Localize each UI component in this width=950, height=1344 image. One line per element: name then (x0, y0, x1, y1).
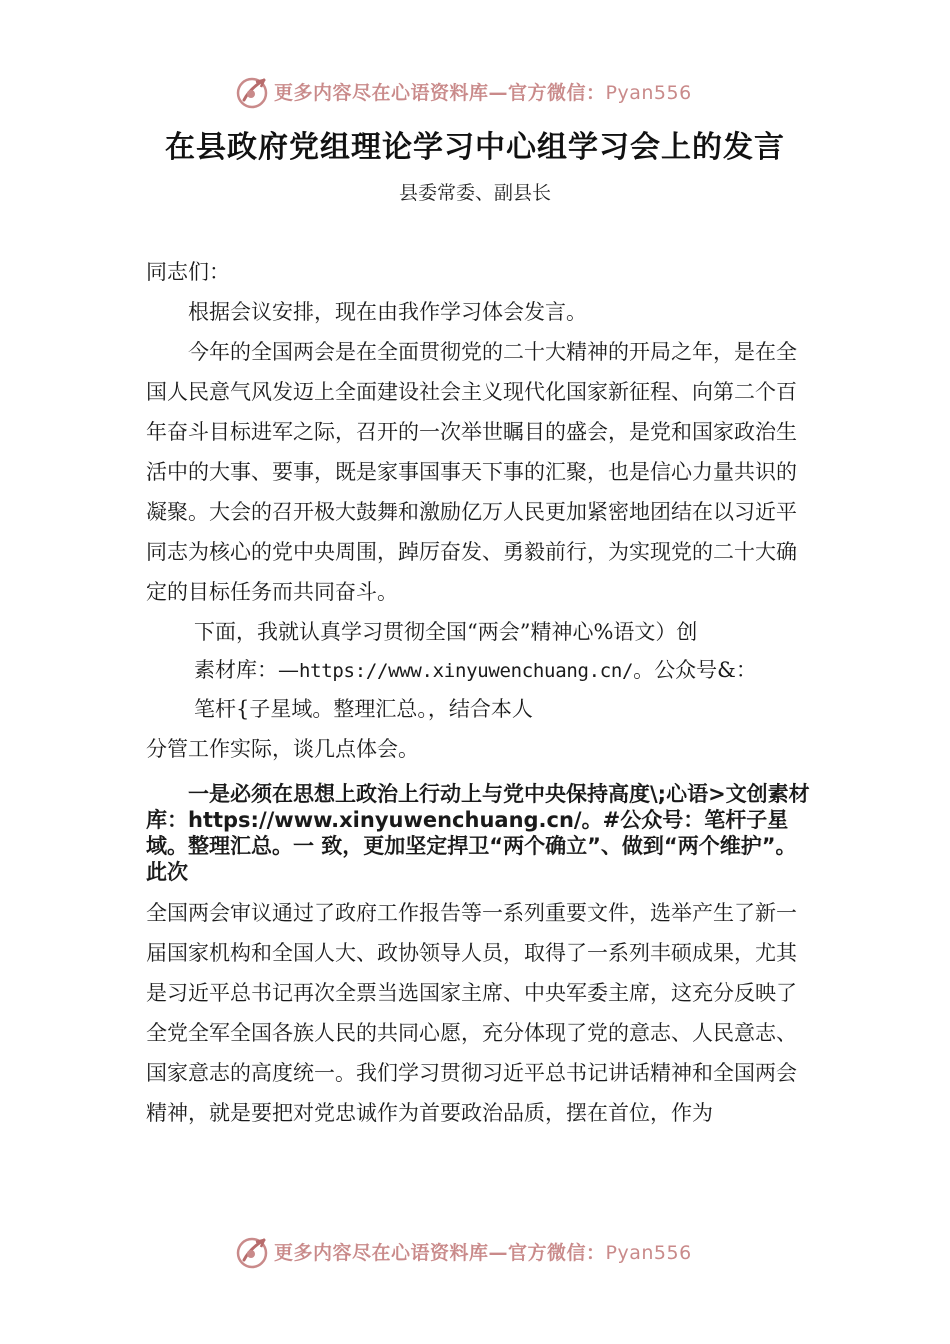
salutation: 同志们： (146, 260, 230, 284)
website-link: https://www.xinyuwenchuang.cn/ (299, 660, 634, 682)
banner-text (274, 78, 692, 105)
banner-label: 更多内容尽在心语资料库—官方微信： (274, 82, 606, 104)
banner-text (274, 1238, 692, 1265)
document-body (146, 252, 816, 1133)
banner-label: 更多内容尽在心语资料库—官方微信： (274, 1242, 606, 1264)
logo-icon (234, 1234, 270, 1270)
paragraph-line (146, 652, 816, 689)
paragraph: 全国两会审议通过了政府工作报告等一系列重要文件，选举产生了新一届国家机构和全国人大、政协领导人员，取得了一系列丰硕成果，尤其是习近平总书记再次全票当选国家主席、中央军委主席，这充分反映了全党全军全国各族人民的共同心愿，充分体现了党的意志、人民意志、国家意志的高度统一。我们学习贯彻习近平总书记讲话精神和全国两会精神，就是要把对党忠诚作为首要政治品质，摆在首位，作为 (146, 901, 797, 1125)
banner-wechat-id: Pyan556 (605, 1242, 692, 1264)
paragraph-line: 下面，我就认真学习贯彻全国“两会”精神心%语文）创 (194, 620, 698, 644)
text-span: 素材库：— (194, 658, 299, 682)
section-heading: 一是必须在思想上政治上行动上与党中央保持高度\;心语>文创素材库：https://www.xinyuwenchuang.cn/。#公众号：笔杆子星域。整理汇总。一 致，更加坚定捍卫“两个确立”、做到“两个维护”。此次 (146, 782, 810, 884)
paragraph: 今年的全国两会是在全面贯彻党的二十大精神的开局之年，是在全国人民意气风发迈上全面建设社会主义现代化国家新征程、向第二个百年奋斗目标进军之际，召开的一次举世瞩目的盛会，是党和国家政治生活中的大事、要事，既是家事国事天下事的汇聚，也是信心力量共识的凝聚。大会的召开极大鼓舞和激励亿万人民更加紧密地团结在以习近平同志为核心的党中央周围，踔厉奋发、勇毅前行，为实现党的二十大确定的目标任务而共同奋斗。 (146, 340, 797, 604)
document-author: 县委常委、副县长 (398, 182, 551, 204)
header-banner (0, 72, 950, 112)
paragraph: 根据会议安排，现在由我作学习体会发言。 (188, 300, 587, 324)
logo-icon (234, 74, 270, 110)
paragraph-line: 笔杆{子星域。整理汇总。，结合本人 (194, 697, 533, 721)
text-span: 。公众号&： (633, 658, 757, 682)
paragraph: 分管工作实际，谈几点体会。 (146, 737, 419, 761)
banner-wechat-id: Pyan556 (605, 82, 692, 104)
footer-banner (0, 1232, 950, 1272)
document-title: 在县政府党组理论学习中心组学习会上的发言 (165, 130, 785, 165)
